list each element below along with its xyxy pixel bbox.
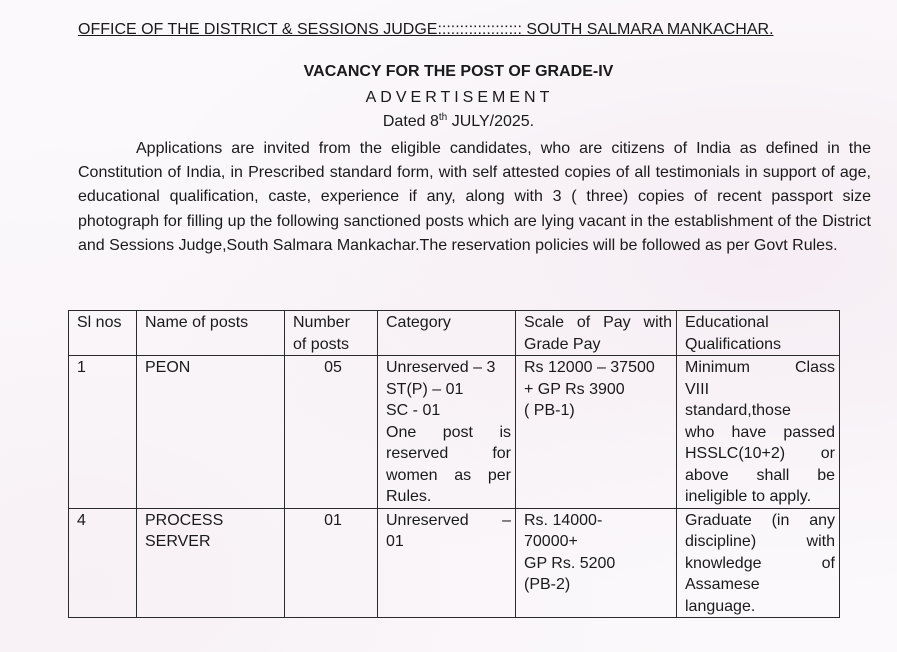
date-prefix: Dated 8 [382, 113, 439, 130]
advertisement-subtitle: ADVERTISEMENT [365, 89, 554, 106]
body-paragraph: Applications are invited from the eligible candidates, who are citizens of India as defined in the Constitution of India, in Prescribed standard form, with self attested copies of all testimonials in support of age, educational qualification, caste, experience if any, along with 3 ( three) copies of recent passport size photograph for filling up the following sanctioned posts which are lying vacant in the establishment of the District and Sessions Judge,South Salmara Mankachar.The reservation policies will be followed as per Govt Rules. [78, 140, 871, 254]
table-header-row [69, 311, 840, 356]
date-suffix: JULY/2025. [447, 113, 535, 130]
table-row [69, 356, 840, 509]
row2-sl: 4 [69, 508, 137, 618]
row1-education: Minimum Class VIII standard,those who have passed HSSLC(10+2) or above shall be ineligible to apply. [677, 356, 840, 509]
date-line [0, 113, 897, 131]
header-category: Category [378, 311, 516, 356]
header-education: Educational Qualifications [677, 311, 840, 356]
row2-name: PROCESS SERVER [137, 508, 285, 618]
row2-number: 01 [285, 508, 378, 618]
vacancy-table [68, 310, 840, 618]
table-row [69, 508, 840, 618]
row1-category: Unreserved – 3 ST(P) – 01 SC - 01 One post is reserved for women as per Rules. [378, 356, 516, 509]
row2-category: Unreserved – 01 [378, 508, 516, 618]
header-scale: Scale of Pay with Grade Pay [516, 311, 677, 356]
header-name: Name of posts [137, 311, 285, 356]
header-number: Number of posts [285, 311, 378, 356]
office-header: OFFICE OF THE DISTRICT & SESSIONS JUDGE::::::::::::::::::: SOUTH SALMARA MANKACHAR. [78, 21, 774, 38]
header-sl: Sl nos [69, 311, 137, 356]
row2-scale: Rs. 14000- 70000+ GP Rs. 5200 (PB-2) [516, 508, 677, 618]
date-superscript: th [438, 112, 448, 123]
row1-sl: 1 [69, 356, 137, 509]
vacancy-title: VACANCY FOR THE POST OF GRADE-IV [303, 63, 614, 80]
row1-name: PEON [137, 356, 285, 509]
row1-scale: Rs 12000 – 37500 + GP Rs 3900 ( PB-1) [516, 356, 677, 509]
row1-number: 05 [285, 356, 378, 509]
row2-education: Graduate (in any discipline) with knowledge of Assamese language. [677, 508, 840, 618]
